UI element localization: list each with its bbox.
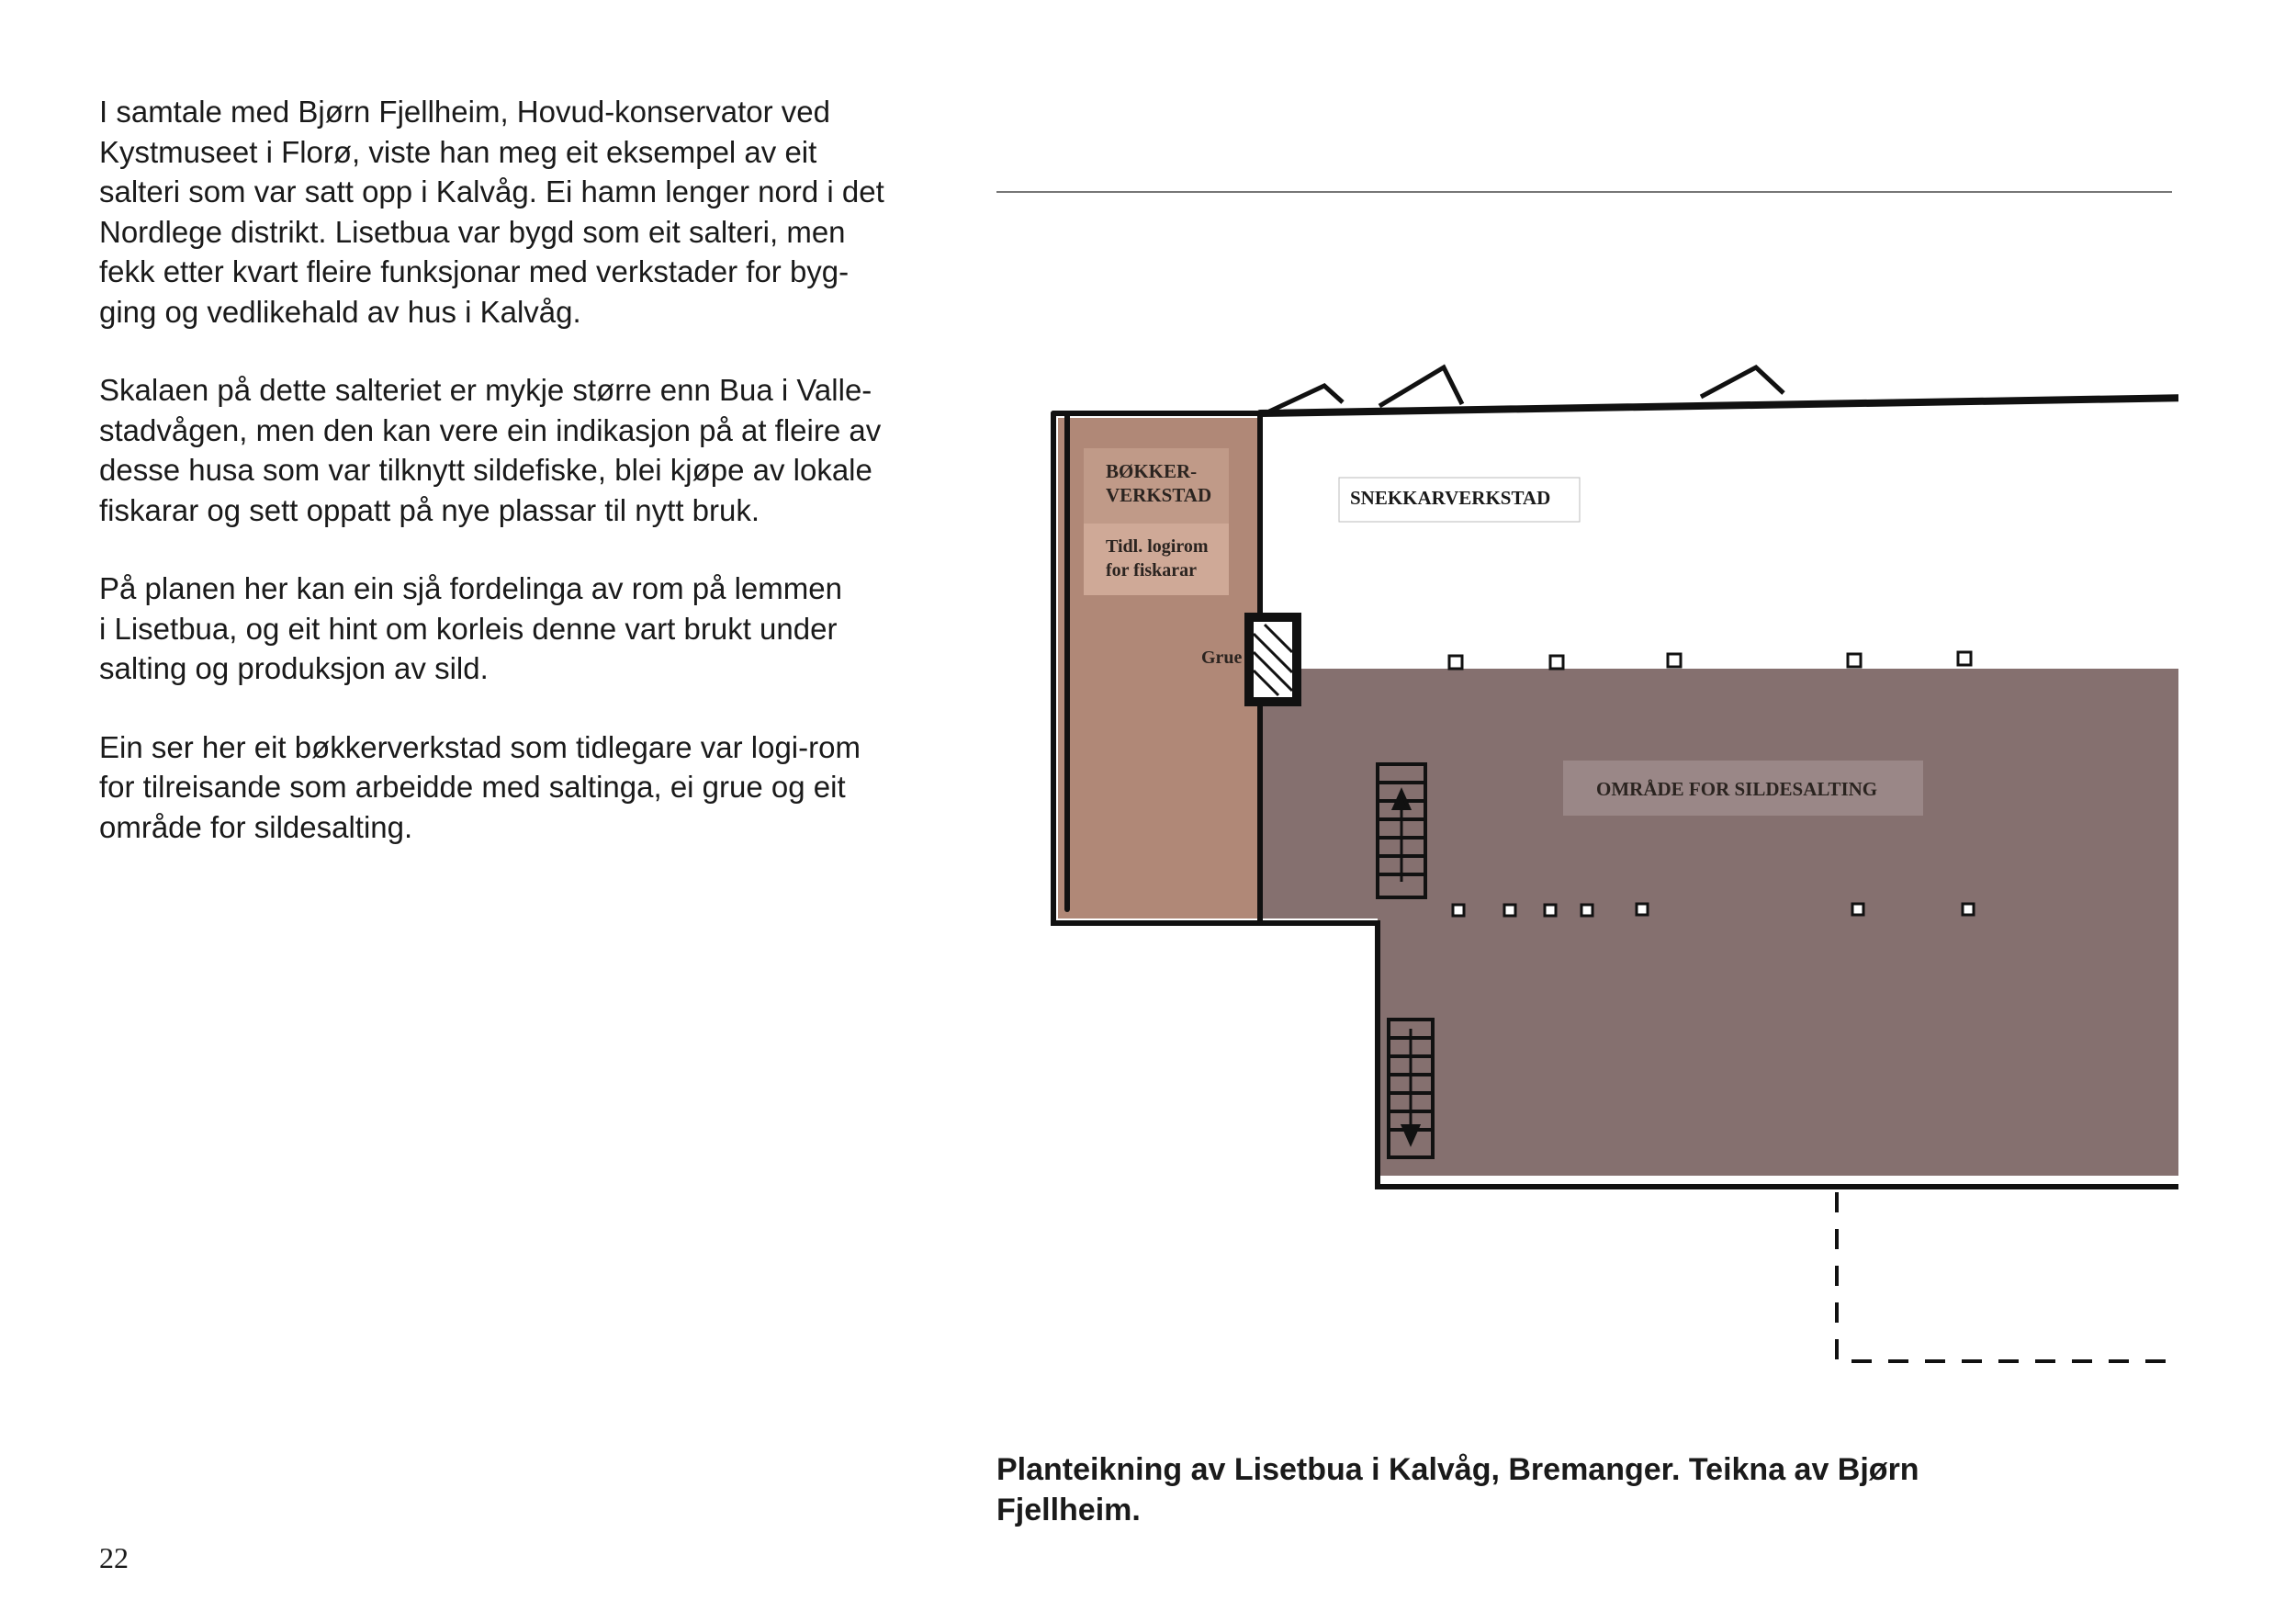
paragraph-3: På planen her kan ein sjå fordelinga av rom på lemmen i Lisetbua, og eit hint om korleis denne vart brukt under salting og produksjon av sild. xyxy=(99,571,842,685)
dashed-annex xyxy=(1837,1192,2178,1361)
paragraph-2: Skalaen på dette salteriet er mykje større enn Bua i Valle- stadvågen, men den kan vere ein indikasjon på at fleire av desse husa som var tilknytt sildefiske, blei kjøpe av lokale fiskarar og sett oppatt på nye plassar til nytt bruk. xyxy=(99,373,882,527)
logirom-label: Tidl. logirom for fiskarar xyxy=(1106,536,1209,580)
sildesalting-area-lower xyxy=(1378,919,2178,1176)
divider-line xyxy=(996,191,2172,193)
sildesalting-label: OMRÅDE FOR SILDESALTING xyxy=(1596,778,1878,800)
figure-caption xyxy=(996,1449,2007,1530)
paragraph-1: I samtale med Bjørn Fjellheim, Hovud-konservator ved Kystmuseet i Florø, viste han meg eit eksempel av eit salteri som var satt opp i Kalvåg. Ei hamn lenger nord i det Nordlege distrikt. Lisetbua var bygd som eit salteri, men fekk etter kvart fleire funksjonar med verkstader for byg- ging og vedlikehald av hus i Kalvåg. xyxy=(99,95,884,329)
floor-plan xyxy=(994,202,2178,1451)
grue-label: Grue xyxy=(1201,648,1243,668)
floor-plan-drawing xyxy=(994,202,2178,1451)
bokkerverkstad-label: BØKKER- VERKSTAD xyxy=(1106,460,1212,506)
snekkarverkstad-label: SNEKKARVERKSTAD xyxy=(1350,487,1551,509)
body-text xyxy=(99,92,944,885)
paragraph-4: Ein ser her eit bøkkerverkstad som tidlegare var logi-rom for tilreisande som arbeidde med saltinga, ei grue og eit område for sildesalting. xyxy=(99,729,861,844)
page-number: 22 xyxy=(99,1541,129,1574)
caption-text: Planteikning av Lisetbua i Kalvåg, Bremanger. Teikna av Bjørn Fjellheim. xyxy=(996,1452,1919,1527)
grue-chimney xyxy=(1249,617,1297,702)
